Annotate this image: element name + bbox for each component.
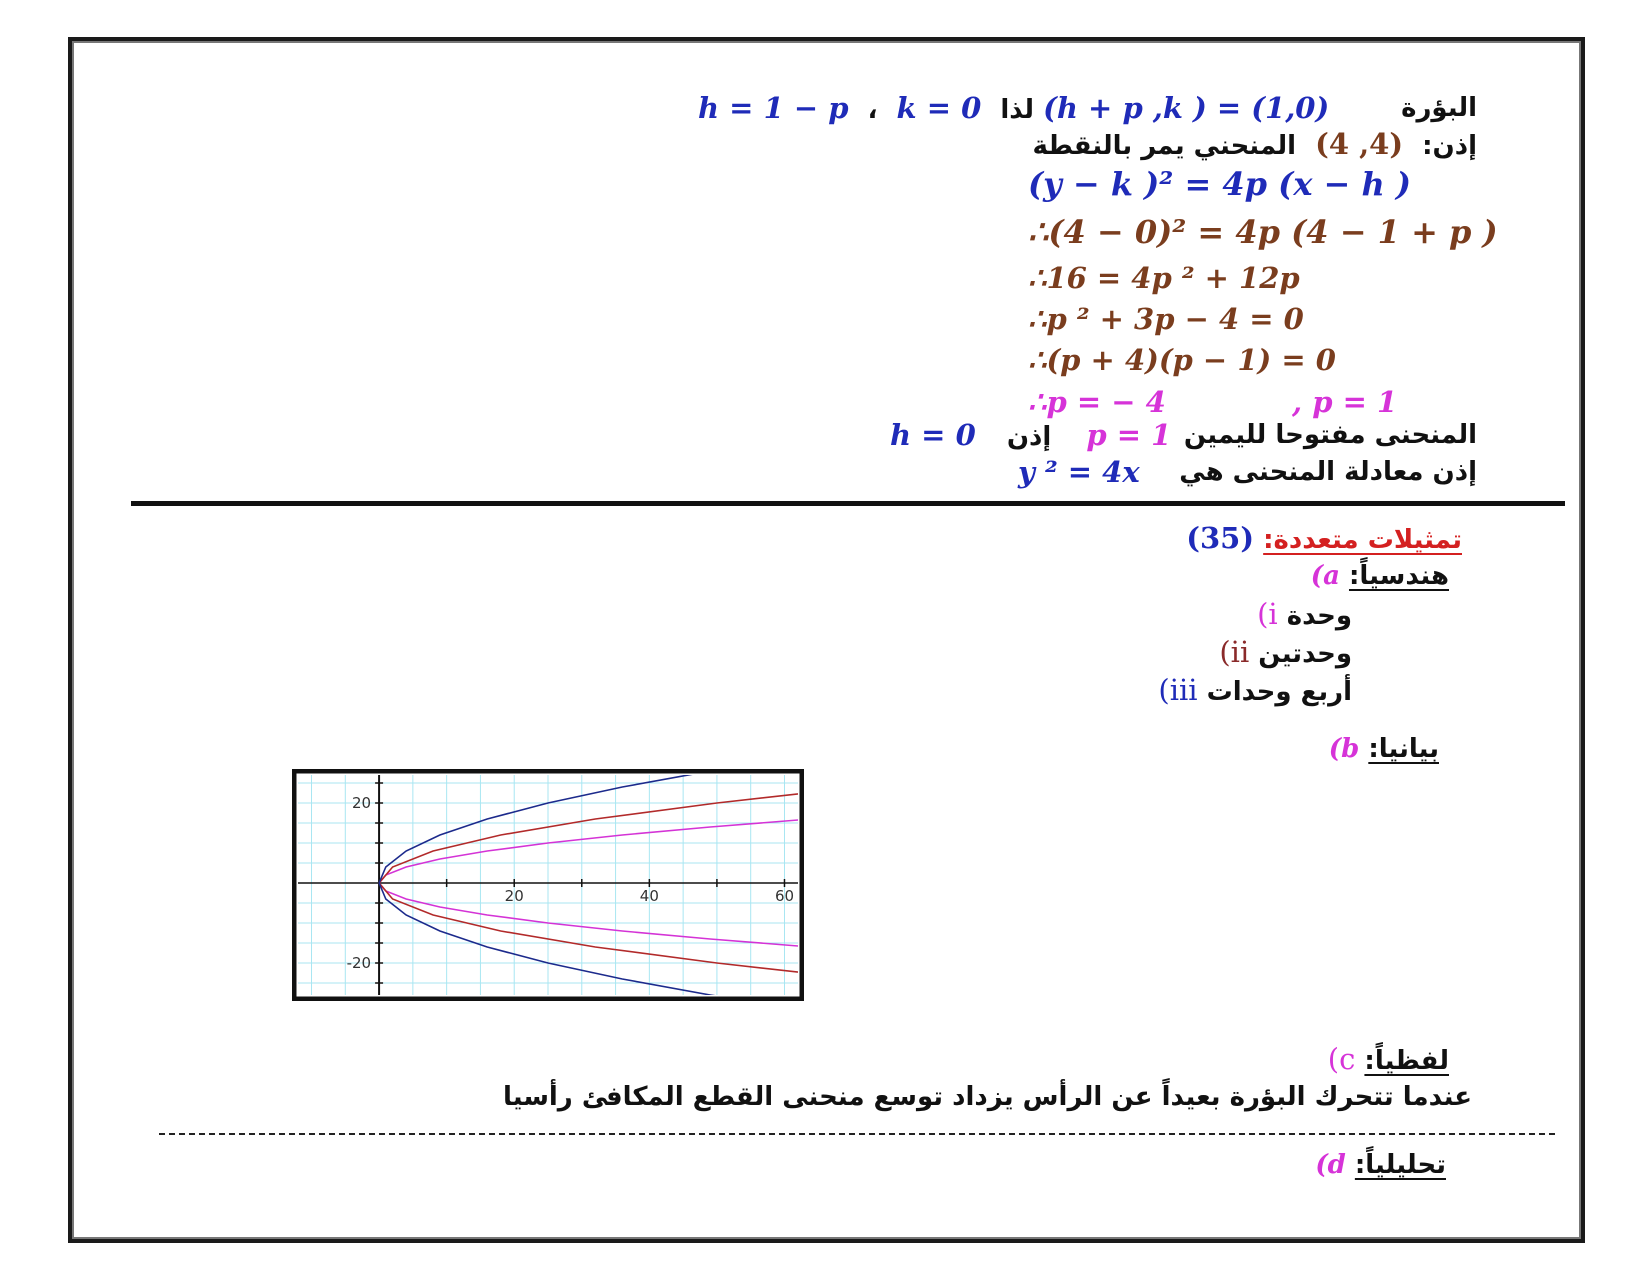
y-tick-label: -20: [346, 954, 372, 972]
final-equation-text: إذن معادلة المنحنى هي: [1179, 457, 1477, 487]
opens-right-text: المنحنى مفتوحا لليمين: [1183, 420, 1477, 450]
part-a-iii: [1158, 674, 1364, 708]
opens-right-line: [1184, 419, 1477, 451]
part-b-text: بيانيا:: [1368, 734, 1439, 764]
focus-equation-line: [698, 92, 1329, 126]
final-equation: y ² = 4x: [1018, 455, 1140, 489]
parabola-graph: [292, 769, 804, 1001]
part-c: [1328, 1043, 1467, 1077]
x-tick-label: 60: [774, 887, 795, 905]
y-tick-label: 20: [351, 794, 372, 812]
x-tick-label: 40: [639, 887, 659, 905]
so-word: لذا: [1000, 95, 1035, 125]
part-d-text: تحليلياً:: [1354, 1150, 1446, 1180]
part-c-label: (c: [1327, 1042, 1356, 1076]
focus-label: البؤرة: [1401, 93, 1477, 123]
equation-standard-form: (y − k )² = 4p (x − h ): [1028, 165, 1412, 203]
k-equation: k = 0: [896, 91, 982, 125]
focus-equation: (h + p ,k ) = (1,0): [1043, 91, 1330, 125]
equation-roots-right: , p = 1: [1292, 385, 1398, 419]
x-tick-label: 20: [504, 887, 524, 905]
exercise-number: (35): [1186, 521, 1255, 555]
part-a: [1311, 560, 1467, 592]
parabola-chart-svg: [292, 769, 804, 1001]
equation-expanded: ∴16 = 4p ² + 12p: [1028, 261, 1300, 295]
equation-substitution: ∴(4 − 0)² = 4p (4 − 1 + p ): [1028, 213, 1498, 251]
equation-factored: ∴(p + 4)(p − 1) = 0: [1028, 343, 1336, 377]
equation-roots-left: ∴p = − 4: [1028, 385, 1166, 419]
part-a-text: هندسياً:: [1348, 561, 1449, 591]
equation-quadratic: ∴p ² + 3p − 4 = 0: [1028, 302, 1304, 336]
then-word: إذن:: [1422, 131, 1477, 161]
final-equation-line: [1179, 456, 1477, 488]
item-i-text: وحدة: [1286, 601, 1352, 631]
item-ii-text: وحدتين: [1258, 639, 1352, 669]
h-zero: h = 0: [890, 418, 976, 452]
section-divider: [131, 501, 1565, 506]
item-ii-label: (ii: [1219, 635, 1250, 669]
item-iii-label: (iii: [1158, 673, 1198, 707]
item-i-label: (i: [1257, 597, 1278, 631]
part-a-label: (a: [1310, 561, 1340, 591]
part-c-answer-text: عندما تتحرك البؤرة بعيداً عن الرأس يزداد توسع منحنى القطع المكافئ رأسيا: [502, 1082, 1472, 1112]
item-iii-text: أربع وحدات: [1206, 677, 1352, 707]
opens-right-math: [890, 419, 1171, 453]
point-line: [1032, 128, 1477, 162]
part-c-answer: [503, 1081, 1472, 1113]
then-word-2: إذن: [1006, 422, 1052, 452]
part-d-label: (d: [1315, 1150, 1346, 1180]
dashed-separator: [159, 1133, 1555, 1135]
point-value: (4 ,4): [1315, 127, 1404, 161]
part-b-label: (b: [1328, 734, 1360, 764]
part-a-i: [1257, 598, 1364, 632]
exercise-heading: [1186, 522, 1472, 556]
part-d: [1315, 1149, 1464, 1181]
focus-line: [1401, 92, 1477, 124]
exercise-title: تمثيلات متعددة:: [1263, 525, 1462, 555]
part-a-ii: [1219, 636, 1364, 670]
p-one: p = 1: [1086, 418, 1172, 452]
part-c-text: لفظياً:: [1364, 1046, 1449, 1076]
part-b: [1329, 733, 1457, 765]
h-equation: h = 1 − p: [698, 91, 849, 125]
comma-separator: ،: [867, 95, 878, 125]
passes-through-text: المنحني يمر بالنقطة: [1032, 131, 1297, 161]
